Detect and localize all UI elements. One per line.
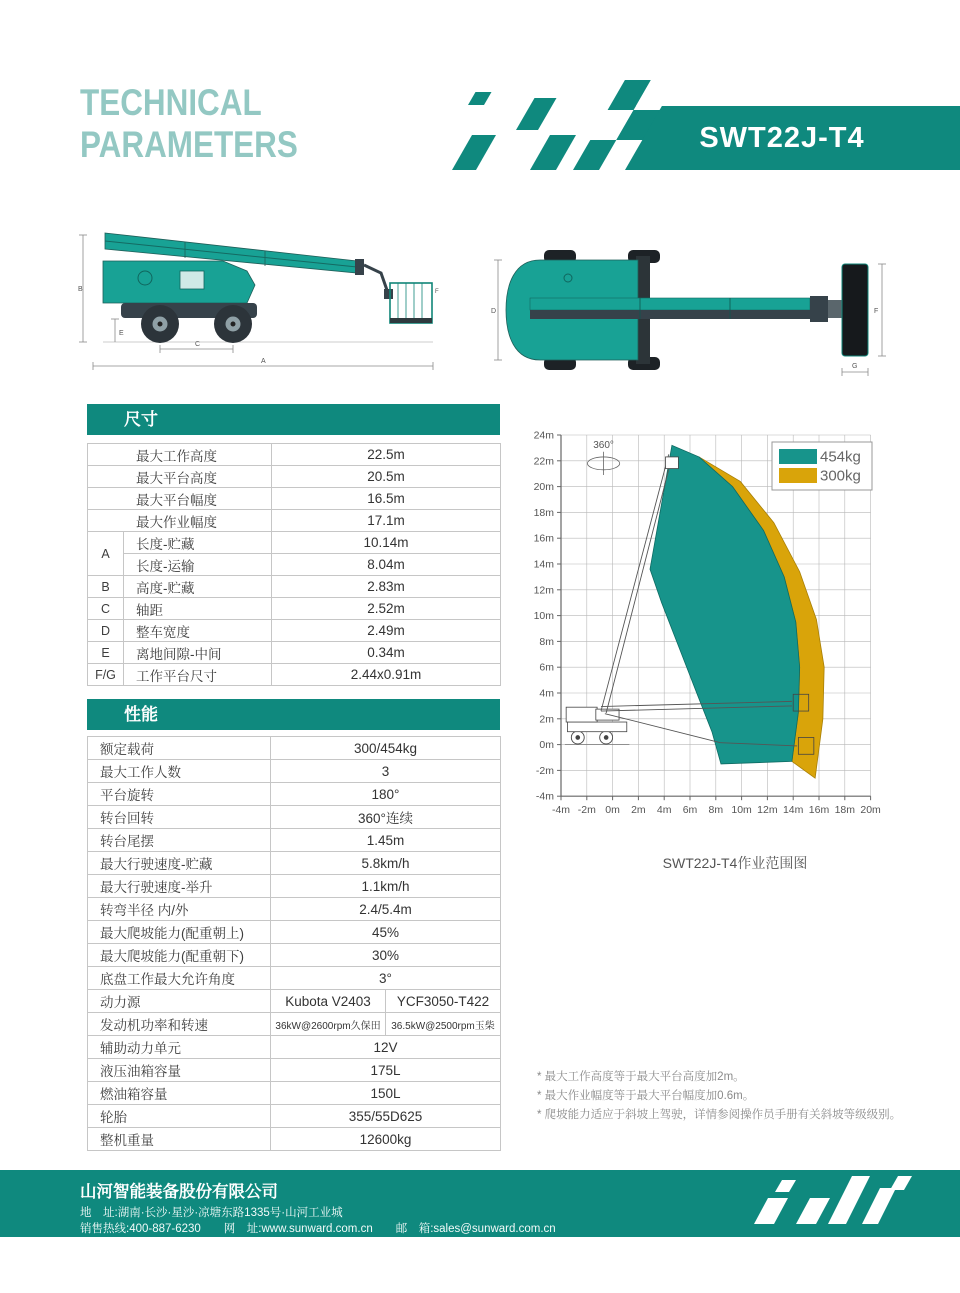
table-row	[88, 898, 501, 921]
table-row	[88, 554, 501, 576]
table-row	[88, 620, 501, 642]
svg-text:16m: 16m	[533, 532, 554, 545]
svg-text:12m: 12m	[533, 584, 554, 597]
spec-value: 2.83m	[272, 576, 501, 598]
footnote-3: * 爬坡能力适应于斜坡上驾驶，详情参阅操作员手册有关斜坡等级级别。	[537, 1109, 902, 1121]
spec-label: 高度-贮藏	[124, 576, 272, 598]
table-row	[88, 466, 501, 488]
svg-text:F: F	[874, 308, 879, 315]
spec-value: 3	[271, 760, 501, 783]
footer	[0, 1170, 960, 1237]
table-row	[88, 875, 501, 898]
spec-value: 175L	[271, 1059, 501, 1082]
spec-label: 最大工作人数	[88, 760, 271, 783]
svg-text:-4m: -4m	[551, 804, 571, 817]
svg-text:6m: 6m	[539, 661, 554, 674]
table-row	[88, 1059, 501, 1082]
rotation-marker-label: 360°	[593, 439, 614, 451]
spec-value: 12V	[271, 1036, 501, 1059]
company-name: 山河智能装备股份有限公司	[80, 1183, 278, 1201]
spec-label: 最大爬坡能力(配重朝上)	[88, 921, 271, 944]
spec-key: F/G	[88, 664, 124, 686]
spec-key: E	[88, 642, 124, 664]
page-title	[80, 82, 298, 166]
footer-address: 地 址:湖南·长沙·星沙·凉塘东路1335号·山河工业城	[80, 1207, 343, 1219]
table-row	[88, 783, 501, 806]
svg-text:20m: 20m	[533, 481, 554, 494]
spec-label: 最大爬坡能力(配重朝下)	[88, 944, 271, 967]
table-row	[88, 1036, 501, 1059]
svg-text:454kg: 454kg	[820, 448, 861, 466]
spec-label: 底盘工作最大允许角度	[88, 967, 271, 990]
page-title-line1: TECHNICAL	[80, 82, 262, 123]
spec-key: D	[88, 620, 124, 642]
spec-value: 2.44x0.91m	[272, 664, 501, 686]
svg-text:0m: 0m	[605, 804, 620, 817]
spec-value: 0.34m	[272, 642, 501, 664]
page-title-line2: PARAMETERS	[80, 124, 298, 165]
table-row	[88, 737, 501, 760]
spec-key: C	[88, 598, 124, 620]
table-row	[88, 921, 501, 944]
spec-label: 转台回转	[88, 806, 271, 829]
spec-value: 20.5m	[272, 466, 501, 488]
dimensions-table	[87, 443, 501, 686]
spec-value: 2.49m	[272, 620, 501, 642]
chart-caption: SWT22J-T4作业范围图	[662, 855, 808, 871]
spec-label: 整车宽度	[124, 620, 272, 642]
table-row	[88, 488, 501, 510]
footer-contact: 销售热线:400-887-6230 网 址:www.sunward.com.cn 邮 箱:sales@sunward.com.cn	[80, 1223, 556, 1235]
svg-text:-2m: -2m	[535, 764, 554, 777]
spec-label: 燃油箱容量	[88, 1082, 271, 1105]
svg-text:20m: 20m	[860, 804, 881, 817]
spec-value: 3°	[271, 967, 501, 990]
spec-label: 轴距	[124, 598, 272, 620]
table-row	[88, 944, 501, 967]
spec-label: 离地间隙-中间	[124, 642, 272, 664]
footnote-2: * 最大作业幅度等于最大平台幅度加0.6m。	[537, 1090, 755, 1102]
side-view-diagram	[75, 215, 465, 380]
spec-value: 12600kg	[271, 1128, 501, 1151]
spec-label: 最大行驶速度-贮藏	[88, 852, 271, 875]
svg-text:12m: 12m	[757, 804, 778, 817]
spec-label: 最大工作高度	[88, 444, 272, 466]
spec-label: 工作平台尺寸	[124, 664, 272, 686]
spec-value: YCF3050-T422	[386, 990, 501, 1013]
spec-value: 150L	[271, 1082, 501, 1105]
svg-text:24m: 24m	[533, 429, 554, 442]
footer-flag-motif	[730, 1170, 930, 1237]
svg-text:4m: 4m	[656, 804, 672, 817]
dimensions-section-header: 尺寸	[87, 404, 500, 435]
svg-text:14m: 14m	[782, 804, 804, 817]
svg-text:2m: 2m	[631, 804, 646, 817]
svg-text:22m: 22m	[533, 455, 554, 468]
svg-text:6m: 6m	[682, 804, 698, 817]
spec-label: 整机重量	[88, 1128, 271, 1151]
spec-label: 长度-贮藏	[124, 532, 272, 554]
spec-value: 1.1km/h	[271, 875, 501, 898]
spec-value: 360°连续	[271, 806, 501, 829]
svg-text:B: B	[78, 286, 83, 293]
svg-text:2m: 2m	[539, 713, 554, 726]
performance-section-header: 性能	[87, 699, 500, 730]
svg-text:D: D	[491, 308, 497, 315]
table-row	[88, 990, 501, 1013]
spec-value: 17.1m	[272, 510, 501, 532]
table-row	[88, 967, 501, 990]
spec-label: 动力源	[88, 990, 271, 1013]
svg-text:-4m: -4m	[535, 790, 554, 803]
table-row	[88, 1105, 501, 1128]
spec-value: 355/55D625	[271, 1105, 501, 1128]
svg-text:C: C	[195, 341, 201, 348]
svg-text:18m: 18m	[533, 506, 554, 519]
model-banner: SWT22J-T4	[699, 122, 865, 154]
spec-value: 22.5m	[272, 444, 501, 466]
svg-text:10m: 10m	[731, 804, 752, 817]
working-range-chart	[530, 424, 940, 844]
table-row	[88, 444, 501, 466]
svg-text:E: E	[119, 330, 124, 337]
spec-value: Kubota V2403	[271, 990, 386, 1013]
envelope-454kg	[650, 445, 800, 764]
spec-label: 长度-运输	[124, 554, 272, 576]
spec-label: 最大平台高度	[88, 466, 272, 488]
table-row	[88, 576, 501, 598]
spec-value: 30%	[271, 944, 501, 967]
spec-label: 额定载荷	[88, 737, 271, 760]
spec-value: 5.8km/h	[271, 852, 501, 875]
svg-text:G: G	[852, 363, 858, 370]
table-row	[88, 1013, 501, 1036]
spec-value: 16.5m	[272, 488, 501, 510]
spec-value: 36kW@2600rpm久保田	[271, 1013, 386, 1036]
spec-label: 液压油箱容量	[88, 1059, 271, 1082]
spec-label: 转弯半径 内/外	[88, 898, 271, 921]
top-view-diagram	[490, 240, 890, 380]
spec-label: 最大行驶速度-举升	[88, 875, 271, 898]
footnotes	[537, 1068, 937, 1125]
spec-label: 平台旋转	[88, 783, 271, 806]
table-row	[88, 1128, 501, 1151]
spec-key: A	[88, 532, 124, 576]
spec-label: 转台尾摆	[88, 829, 271, 852]
table-row	[88, 510, 501, 532]
svg-text:-2m: -2m	[577, 804, 596, 817]
spec-value: 2.4/5.4m	[271, 898, 501, 921]
svg-text:F: F	[435, 289, 439, 295]
spec-label: 发动机功率和转速	[88, 1013, 271, 1036]
spec-value: 1.45m	[271, 829, 501, 852]
spec-value: 180°	[271, 783, 501, 806]
footnote-1: * 最大工作高度等于最大平台高度加2m。	[537, 1071, 745, 1083]
spec-key: B	[88, 576, 124, 598]
table-row	[88, 806, 501, 829]
spec-value: 8.04m	[272, 554, 501, 576]
table-row	[88, 532, 501, 554]
svg-text:0m: 0m	[539, 739, 554, 752]
spec-value: 45%	[271, 921, 501, 944]
svg-text:A: A	[261, 358, 266, 365]
table-row	[88, 829, 501, 852]
svg-text:300kg: 300kg	[820, 467, 861, 485]
svg-text:4m: 4m	[539, 687, 554, 700]
table-row	[88, 760, 501, 783]
table-row	[88, 642, 501, 664]
performance-table	[87, 736, 501, 1151]
spec-label: 辅助动力单元	[88, 1036, 271, 1059]
svg-text:14m: 14m	[533, 558, 554, 571]
svg-text:8m: 8m	[708, 804, 724, 817]
spec-label: 最大作业幅度	[88, 510, 272, 532]
spec-label: 轮胎	[88, 1105, 271, 1128]
svg-text:10m: 10m	[533, 610, 554, 623]
svg-text:18m: 18m	[834, 804, 856, 817]
spec-label: 最大平台幅度	[88, 488, 272, 510]
svg-text:8m: 8m	[539, 635, 554, 648]
spec-value: 36.5kW@2500rpm玉柴	[386, 1013, 501, 1036]
spec-value: 2.52m	[272, 598, 501, 620]
table-row	[88, 598, 501, 620]
table-row	[88, 1082, 501, 1105]
table-row	[88, 664, 501, 686]
spec-value: 300/454kg	[271, 737, 501, 760]
svg-text:16m: 16m	[808, 804, 830, 817]
spec-value: 10.14m	[272, 532, 501, 554]
table-row	[88, 852, 501, 875]
